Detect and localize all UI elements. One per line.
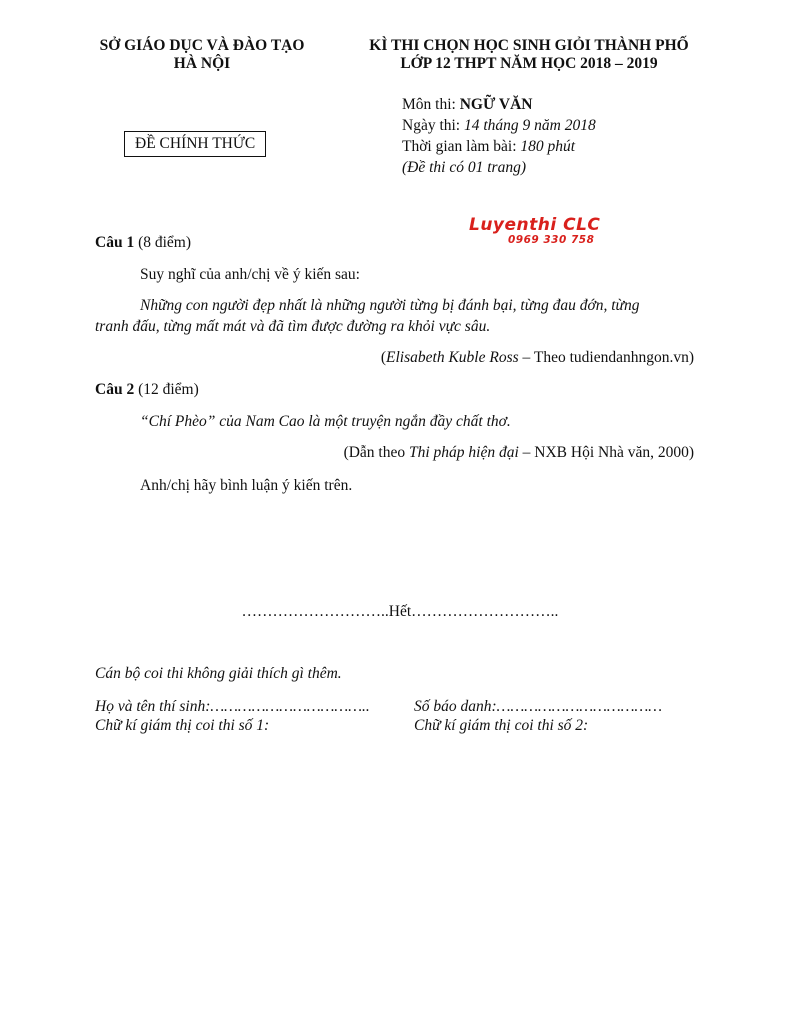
exam-info [402, 94, 596, 178]
subject-value: NGỮ VĂN [459, 96, 533, 113]
question2-task: Anh/chị hãy bình luận ý kiến trên. [140, 477, 353, 494]
department-line1: SỞ GIÁO DỤC VÀ ĐÀO TẠO [99, 37, 305, 54]
question2-source-book: Thi pháp hiện đại [408, 444, 519, 461]
question1-source [381, 349, 694, 367]
date-label: Ngày thi: [402, 117, 464, 134]
proctor2-signature: Chữ kí giám thị coi thi số 2: [414, 717, 589, 734]
subject-label: Môn thi: [402, 96, 460, 113]
question2-source-open: (Dẫn theo [343, 444, 409, 461]
question2-quote: “Chí Phèo” của Nam Cao là một truyện ngắn đầy chất thơ. [140, 413, 511, 430]
question2-heading [95, 381, 199, 399]
watermark-phone: 0969 330 758 [508, 234, 595, 246]
question1-heading [95, 234, 191, 252]
question1-quote-line2: tranh đấu, từng mất mát và đã tìm được đường ra khỏi vực sâu. [95, 318, 491, 335]
duration-line [402, 136, 596, 157]
watermark-brand: Luyenthi CLC [469, 215, 601, 235]
question2-label: Câu 2 [95, 381, 135, 398]
question1-label: Câu 1 [95, 234, 135, 251]
proctor1-signature: Chữ kí giám thị coi thi số 1: [95, 717, 270, 734]
duration-value: 180 phút [520, 138, 576, 155]
question1-quote-line1: Những con người đẹp nhất là những người từng bị đánh bại, từng đau đớn, từng [140, 297, 640, 314]
official-exam-label: ĐỀ CHÍNH THỨC [135, 135, 256, 152]
pages-note: (Đề thi có 01 trang) [402, 159, 526, 176]
date-value: 14 tháng 9 năm 2018 [464, 117, 596, 134]
date-line [402, 115, 596, 136]
exam-title-line2: LỚP 12 THPT NĂM HỌC 2018 – 2019 [400, 55, 658, 72]
question2-source-rest: – NXB Hội Nhà văn, 2000) [518, 444, 694, 461]
subject-line [402, 94, 596, 115]
department-line2: HÀ NỘI [173, 55, 231, 72]
duration-label: Thời gian làm bài: [402, 138, 521, 155]
candidate-number-field: Số báo danh:……………………………… [414, 698, 663, 715]
department-name [82, 37, 322, 73]
question2-source [344, 444, 694, 462]
exam-title [348, 37, 710, 73]
official-exam-box [124, 131, 266, 157]
exam-title-line1: KÌ THI CHỌN HỌC SINH GIỎI THÀNH PHỐ [369, 37, 689, 54]
footer-note: Cán bộ coi thi không giải thích gì thêm. [95, 665, 342, 682]
question1-source-rest: – Theo tudiendanhngon.vn) [518, 349, 694, 366]
question2-points: (12 điểm) [134, 381, 199, 398]
question1-prompt: Suy nghĩ của anh/chị về ý kiến sau: [140, 266, 360, 283]
question1-points: (8 điểm) [134, 234, 192, 251]
question1-source-author: Elisabeth Kuble Ross [386, 349, 519, 366]
question1-source-open: ( [380, 349, 387, 366]
end-line: ………………………..Hết……………………….. [241, 603, 559, 620]
candidate-name-field: Họ và tên thí sinh:…………………………….. [95, 698, 370, 715]
